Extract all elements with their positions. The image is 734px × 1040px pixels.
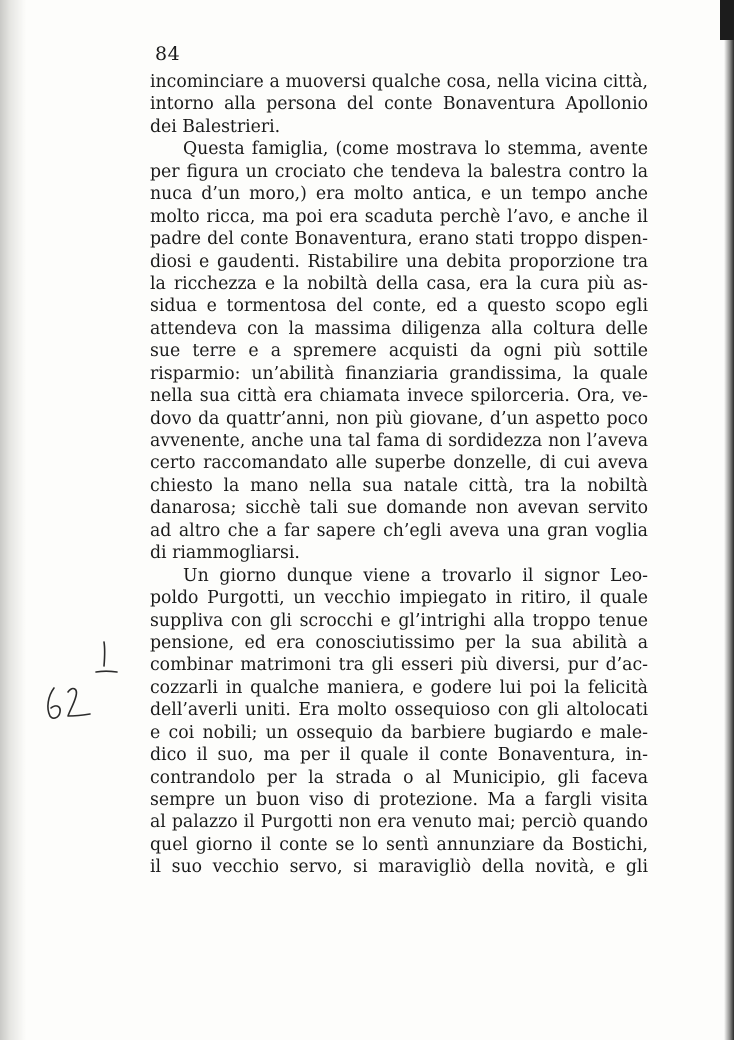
text-line: dovo da quattr’anni, non più giovane, d’un aspetto poco [150,408,648,429]
text-line: la ricchezza e la nobiltà della casa, era la cura più as- [150,273,648,294]
handwritten-stroke [48,688,60,718]
text-line: per figura un crociato che tendeva la balestra contro la [150,161,648,182]
handwritten-stroke [104,642,105,666]
text-line: sempre un buon viso di protezione. Ma a fargli visita [150,790,648,810]
handwritten-margin-note [38,632,118,732]
text-line: attendeva con la massima diligenza alla coltura delle [150,318,648,339]
text-line: pensione, ed era conosciutissimo per la sua abilità a [150,632,648,653]
text-line: certo raccomandato alle superbe donzelle, di cui aveva [150,453,648,474]
page-number: 84 [155,43,181,65]
text-line: ad altro che a far sapere ch’egli aveva una gran voglia [150,520,648,541]
text-line: diosi e gaudenti. Ristabilire una debita proporzione tra [150,251,648,272]
text-line: danarosa; sicchè tali sue domande non avevan servito [150,498,648,519]
text-line: sue terre e a spremere acquisti da ogni più sottile [150,341,648,362]
text-line: avvenente, anche una tal fama di sordidezza non l’aveva [150,431,648,451]
text-line: suppliva con gli scrocchi e gl’intrighi alla troppo tenue [150,610,648,631]
text-line: intorno alla persona del conte Bonaventura Apollonio [150,94,648,115]
text-line: risparmio: un’abilità finanziaria grandissima, la quale [150,363,648,384]
text-line: incominciare a muoversi qualche cosa, nella vicina città, [150,72,648,92]
text-line: contrandolo per la strada o al Municipio, gli faceva [150,767,648,788]
text-line: poldo Purgotti, un vecchio impiegato in ritiro, il quale [150,588,648,609]
text-line: Questa famiglia, (come mostrava lo stemma, avente [183,139,648,160]
text-line: e coi nobili; un ossequio da barbiere bugiardo e male- [150,722,648,743]
text-line: al palazzo il Purgotti non era venuto mai; perciò quando [150,812,648,833]
text-line: di riammogliarsi. [150,543,300,564]
body-text [150,71,648,879]
text-line: dei Balestrieri. [150,116,281,137]
text-line: nuca d’un moro,) era molto antica, e un tempo anche [150,184,648,205]
handwritten-stroke [96,671,117,672]
text-line: cozzarli in qualche maniera, e godere lui poi la felicità [150,677,648,698]
text-line: Un giorno dunque viene a trovarlo il signor Leo- [183,565,648,586]
page-edge-corner [720,0,734,40]
text-line: quel giorno il conte se lo sentì annunziare da Bostichi, [150,834,648,855]
binding-shadow [0,0,26,1040]
text-line: combinar matrimoni tra gli esseri più diversi, pur d’ac- [150,655,648,676]
text-line: padre del conte Bonaventura, erano stati troppo dispen- [150,229,648,250]
text-line: nella sua città era chiamata invece spilorceria. Ora, ve- [150,386,648,407]
handwritten-stroke [68,689,90,716]
text-line: il suo vecchio servo, si maravigliò della novità, e gli [150,857,648,878]
text-line: dell’averli uniti. Era molto ossequioso con gli altolocati [150,700,648,721]
text-line: molto ricca, ma poi era scaduta perchè l’avo, e anche il [150,206,648,227]
page-edge [724,0,734,1040]
text-line: chiesto la mano nella sua natale città, tra la nobiltà [150,475,648,496]
text-line: dico il suo, ma per il quale il conte Bonaventura, in- [150,745,648,766]
text-line: sidua e tormentosa del conte, ed a questo scopo egli [150,296,648,317]
